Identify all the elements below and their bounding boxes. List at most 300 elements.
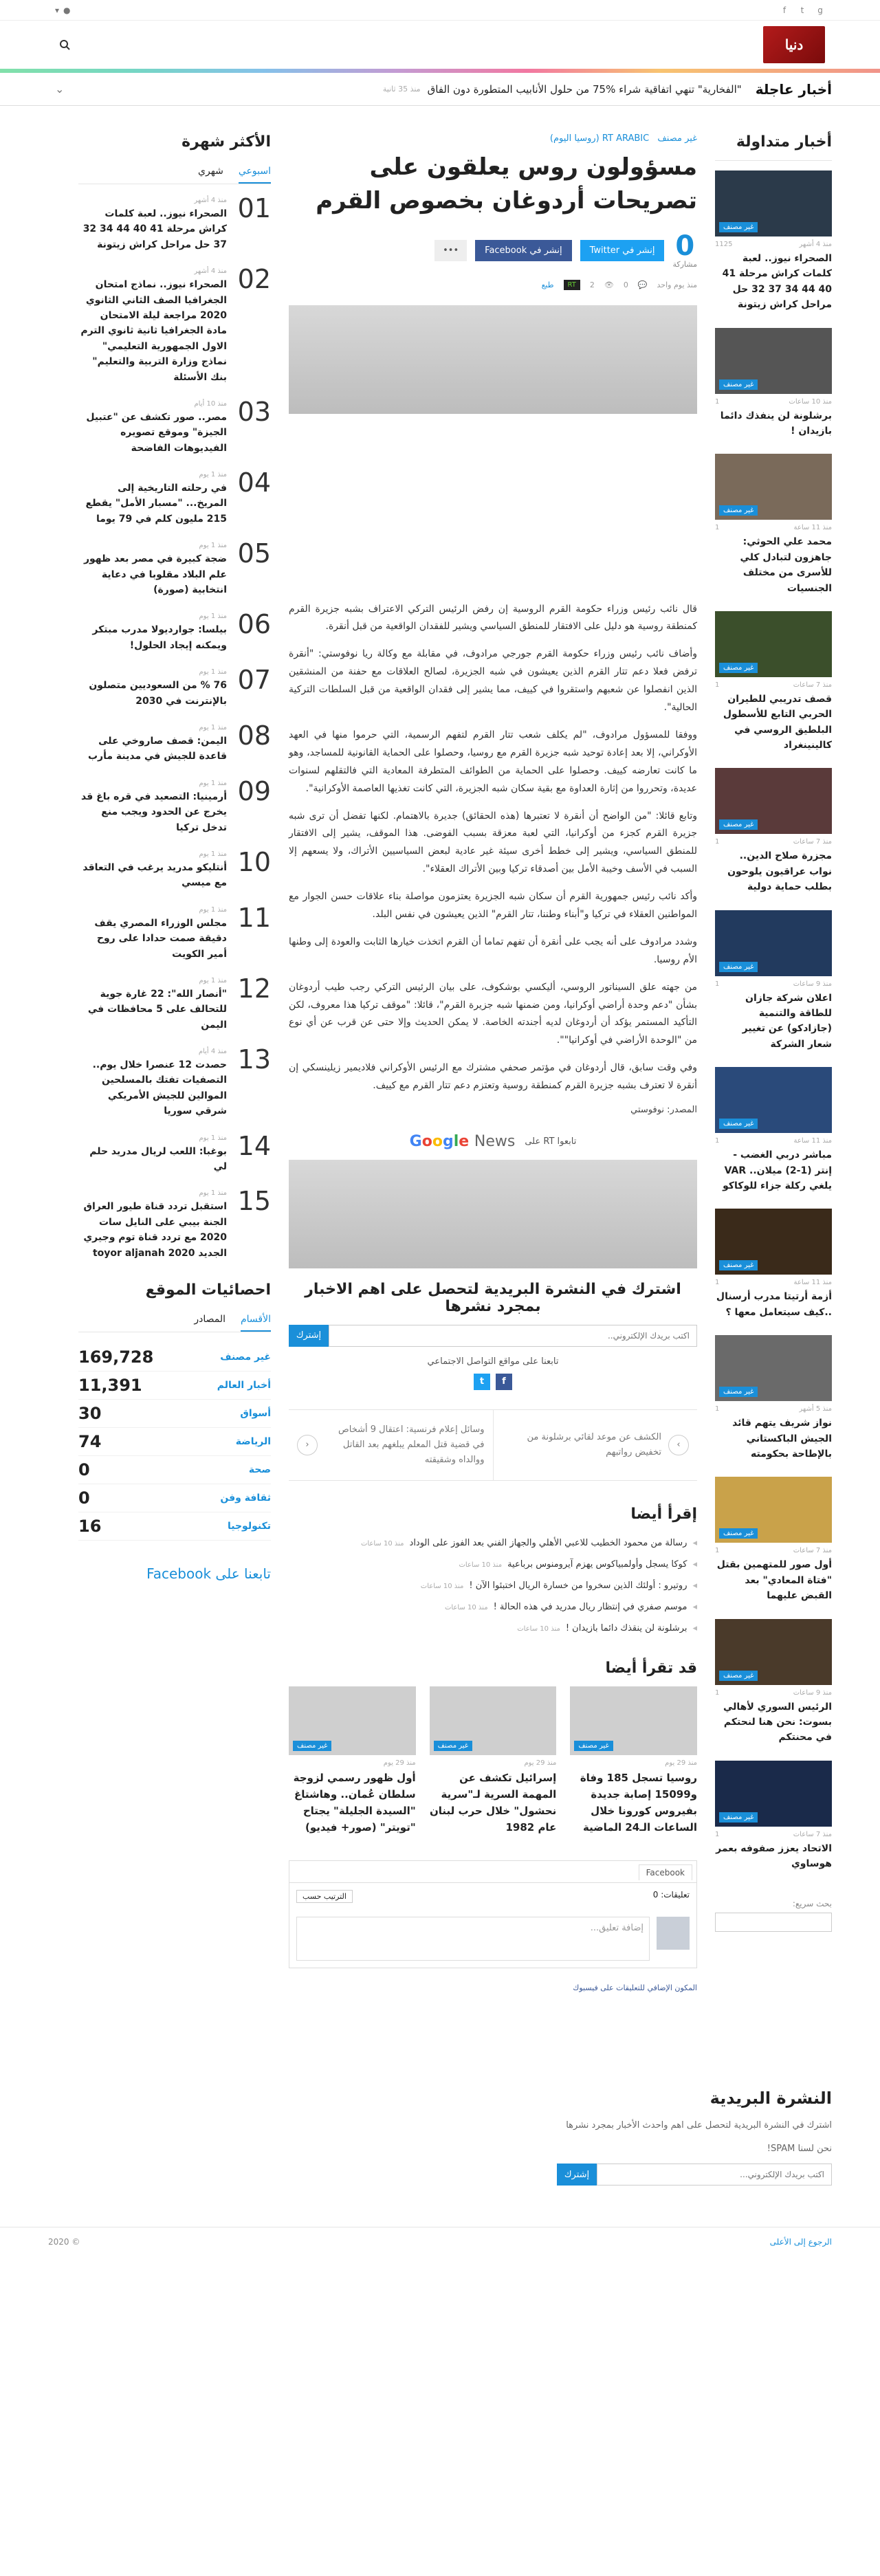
category-tag[interactable]: غير مصنف	[719, 1387, 758, 1397]
breaking-item[interactable]	[78, 83, 741, 96]
popular-text	[78, 905, 227, 962]
also-meta	[570, 1759, 697, 1767]
popular-rank: 08	[237, 720, 271, 751]
trending-title[interactable]: أول صور للمتهمين بقتل "فتاة المعادي" بعد القبض عليهما	[716, 1559, 832, 1602]
trending-title[interactable]: الصحراء نيوز.. لعبة كلمات كراش مرحلة 41 40 44 34 37 32 حل مراحل كراش زيتونة	[722, 253, 832, 311]
category-tag[interactable]: غير مصنف	[719, 222, 758, 232]
trending-thumbnail[interactable]	[715, 454, 832, 520]
read-also-date: منذ 10 ساعات	[444, 1604, 488, 1612]
popular-title[interactable]: الصحراء نيوز.. لعبة كلمات كراش مرحلة 41 40 44 34 32 37 حل مراحل كراش زيتونة	[82, 208, 227, 250]
article-paragraph: من جهته علق السيناتور الروسي، أليكسي بوشكوف، على بيان الرئيس التركي رجب طيب أردوغان بشأن "دعم وحدة أراضي أوكرانيا، ومن ضمنها شبه جزيرة القرم"، قائلا: "موقف تركيا هذا معروف، لكن التأكيد المستمر يؤكد أن أردوغان لديه أجندته الخاصة. لا يمكن الحديث وإلا حتى عن قرب عن أي نوع من "الوحدة الأراضي في أوكرانيا"".	[289, 981, 697, 1046]
comments-tabs	[289, 1861, 696, 1883]
trending-meta	[715, 1137, 832, 1145]
trending-date: منذ 11 ساعة	[793, 1137, 832, 1145]
read-also-item[interactable]	[289, 1554, 697, 1575]
read-also-item[interactable]	[289, 1532, 697, 1554]
next-article-title[interactable]: وسائل إعلام فرنسية: اعتقال 9 أشخاص في قضية قتل المعلم يبلغهم بعد القاتل ووالداه وشقيقته	[338, 1424, 485, 1466]
also-meta	[430, 1759, 557, 1767]
eye-icon: 👁	[604, 280, 614, 289]
read-also-text[interactable]: برشلونة لن ينقذك دائما بازيدان !	[565, 1623, 688, 1634]
popular-item[interactable]	[78, 846, 271, 891]
popular-item[interactable]	[78, 973, 271, 1033]
stats-value: 74	[78, 1431, 102, 1451]
source-badge[interactable]: RT	[564, 280, 580, 290]
popular-text	[78, 611, 227, 653]
also-title[interactable]: إسرائيل تكشف عن المهمة السرية لـ"سرية نحشول" خلال حرب لبنان عام 1982	[429, 1772, 557, 1834]
trending-title[interactable]: نواز شريف يتهم قائد الجيش الباكستاني بالإطاحة بحكومته	[732, 1418, 832, 1460]
twitter-icon[interactable]: t	[474, 1374, 490, 1390]
popular-item[interactable]	[78, 720, 271, 764]
color-strip	[0, 69, 880, 73]
article-paragraph: ووفقا للمسؤول مرادوف، "لم يكلف شعب تتار القرم لتفهم الرسمية، التي حرموا منها في العهد الأوكراني، إلا بعد إعادة توحيد شبه جزيرة القرم مع روسيا، وحصلوا على الحماية القانونية للمساجد، وهو ما كانت تعارضه كييف. وحصلوا على الحماية من الطوائف المتطرفة المعادية التي فالتقلهم لسنوات عديدة، وتحرروا من إثارة العداوة مع بقية سكان شبه الجزيرة، التي كانت تغذيها العاصمة الأوكرانية".	[289, 729, 697, 794]
gnews-suffix: News	[474, 1132, 516, 1150]
comment-input[interactable]: إضافة تعليق...	[296, 1917, 650, 1961]
popular-text	[78, 667, 227, 709]
trending-item[interactable]	[715, 910, 832, 1053]
footer-newsletter-text: اشترك في النشرة البريدية لتحصل على اهم واحدث الأخبار بمجرد نشرها	[566, 2120, 832, 2131]
category-tag[interactable]: غير مصنف	[719, 1528, 758, 1539]
popular-item[interactable]	[78, 611, 271, 653]
footer-email-input[interactable]	[597, 2164, 832, 2186]
google-news-logo	[410, 1133, 520, 1150]
stats-category[interactable]: الرياضة	[235, 1435, 271, 1447]
category-tag[interactable]: غير مصنف	[719, 1671, 758, 1681]
chevron-left-icon: ‹	[297, 1435, 318, 1455]
share-bar	[289, 232, 697, 269]
stats-category[interactable]: أخبار العالم	[217, 1379, 271, 1391]
stats-row	[78, 1456, 271, 1484]
popular-text	[78, 723, 227, 764]
stats-value: 0	[78, 1460, 90, 1479]
popular-date: منذ 1 يوم	[199, 613, 227, 621]
footer-newsletter-form	[557, 2164, 832, 2186]
trending-item[interactable]	[715, 454, 832, 596]
popular-title[interactable]: بوغبا: اللعب لريال مدريد حلم لي	[89, 1145, 227, 1173]
popular-text	[78, 1046, 227, 1119]
read-also-text[interactable]: روتيرو : أولئك الذين سخروا من خسارة الريال اختبئوا الآن !	[469, 1581, 688, 1592]
trending-meta	[715, 1831, 832, 1838]
also-title: قد تقرأ أيضا	[605, 1660, 697, 1677]
fb-plugin-link[interactable]: المكون الإضافي للتعليقات على فيسبوك	[573, 1983, 697, 1993]
stats-category[interactable]: تكنولوجيا	[228, 1520, 271, 1532]
gnews-letter: g	[442, 1132, 454, 1150]
popular-rank: 06	[237, 609, 271, 640]
popular-date: منذ 1 يوم	[199, 850, 227, 858]
breaking-nav	[55, 82, 64, 96]
newsletter-title: اشترك في النشرة البريدية لتحصل على اهم الاخبار بمجرد نشرها	[305, 1280, 681, 1315]
trending-item[interactable]	[715, 1067, 832, 1193]
footer-newsletter-title: النشرة البريدية	[710, 2089, 832, 2109]
trending-meta	[715, 1279, 832, 1286]
popular-title[interactable]: في رحلته التاريخية إلى المريخ... "مسبار الأمل" يقطع 215 مليون كلم في 79 يوما	[85, 483, 227, 525]
popular-title[interactable]: بيلسا: جوارديولا مدرب مبتكر ويمكنه إيجاد الحلول!	[92, 624, 227, 651]
bullet-icon: ◂	[692, 1602, 697, 1613]
trending-item[interactable]	[715, 328, 832, 439]
share-twitter-button[interactable]: إنشر في Twitter	[580, 240, 665, 261]
stats-category[interactable]: صحة	[248, 1464, 271, 1475]
also-card[interactable]	[289, 1686, 416, 1836]
trending-views: 1	[715, 1279, 720, 1287]
stats-category[interactable]: ثقافة وفن	[220, 1492, 271, 1504]
read-also-item[interactable]	[289, 1618, 697, 1639]
article-paragraph: قال نائب رئيس وزراء حكومة القرم الروسية إن رفض الرئيس التركي الاعتراف بشبه جزيرة القرم كمنطقة روسية هو دليل على الافتقار للمنطق السياسي ويشير للفقدان الواقعية من قبل أنقرة.	[289, 603, 697, 632]
popular-list	[78, 195, 271, 1261]
category-tag[interactable]: غير مصنف	[719, 1119, 758, 1129]
popular-title[interactable]: حصدت 12 عنصرا خلال يوم.. التصفيات تفتك بالمسلحين الموالين للجيش الأمريكي شرقي سوريا	[92, 1059, 227, 1117]
chevron-down-icon[interactable]: ⌄	[55, 82, 65, 96]
gnews-letter: l	[453, 1132, 459, 1150]
popular-date: منذ 4 أيام	[198, 1048, 227, 1056]
popular-text	[78, 399, 227, 456]
trending-views: 1	[715, 1830, 720, 1838]
trending-views: 1125	[715, 241, 733, 248]
popular-item[interactable]	[78, 1188, 271, 1261]
trending-views: 1	[715, 1405, 720, 1413]
read-also-text[interactable]: كوكا يسجل وأولمبياكوس يهزم آيرومنوس برباعية	[507, 1559, 688, 1570]
footer-newsletter	[557, 2089, 832, 2186]
stats-category[interactable]: غير مصنف	[220, 1351, 271, 1363]
popular-rank: 11	[237, 902, 271, 933]
prev-article-title[interactable]: الكشف عن موعد لقائي برشلونة من تخفيض رواتبهم	[527, 1432, 661, 1458]
read-also-date: منذ 10 ساعات	[517, 1625, 560, 1633]
twitter-icon[interactable]: t	[800, 5, 804, 15]
trending-thumbnail[interactable]	[715, 1477, 832, 1543]
trending-item[interactable]	[715, 1335, 832, 1462]
breaking-date: منذ 35 ثانية	[382, 85, 421, 93]
footer-subscribe-button[interactable]: إشترك	[557, 2164, 597, 2186]
share-count	[672, 232, 697, 269]
popular-date: منذ 1 يوم	[199, 905, 227, 914]
gnews-prefix: تابعوا RT على	[525, 1136, 577, 1147]
trending-date: منذ 7 ساعات	[793, 1547, 832, 1555]
popular-item[interactable]	[78, 1046, 271, 1119]
trending-thumbnail[interactable]	[715, 910, 832, 976]
trending-meta	[715, 1405, 832, 1413]
read-also-title: إقرأ أيضا	[630, 1506, 697, 1523]
popular-item[interactable]	[78, 195, 271, 252]
gnews-letter: o	[421, 1132, 432, 1150]
search-icon[interactable]	[55, 35, 74, 54]
tab-sources[interactable]: المصادر	[194, 1313, 226, 1325]
trending-title[interactable]: قصف تدريبي للطيران الحربي التابع للأسطول البلطيق الروسي في كالينينغراد	[723, 693, 832, 751]
trending-date: منذ 11 ساعة	[793, 1279, 832, 1287]
trending-date: منذ 10 ساعات	[789, 397, 832, 406]
trending-thumbnail[interactable]	[715, 768, 832, 834]
chevron-down-icon: ▾	[55, 5, 60, 15]
breadcrumb-source[interactable]: RT ARABIC (روسيا اليوم)	[549, 133, 650, 144]
category-tag[interactable]: غير مصنف	[719, 1812, 758, 1823]
trending-title[interactable]: الاتحاد يعزز صفوفه بعمر هوساوي	[716, 1842, 832, 1870]
divider	[715, 160, 832, 161]
quick-search-input[interactable]	[715, 1913, 832, 1932]
trending-thumbnail[interactable]	[715, 1619, 832, 1685]
also-grid	[289, 1686, 697, 1836]
article-meta	[289, 280, 697, 290]
article-paragraph: وتابع قائلا: "من الواضح أن أنقرة لا تعتبرها (هذه الحقائق) جديرة بالاهتمام. لكنها تفضل أن ترى شبه جزيرة القرم كجزء من أوكرانيا، التي لعبة معزقة بسبب الفوضى. هذا الموقف، يشير إلى الافتقار للمنطق السياسي، ويشير إلى خطط أخرى سيئة غير عادية لبعض السياسيين الأتراك، ولا يسعهم إلا السبب في الأسف وخيبة الأمل بين أصدقاء تركيا وبين الأتراك العقلاء".	[289, 810, 697, 875]
stats-row	[78, 1372, 271, 1400]
share-more-button[interactable]: •••	[434, 240, 467, 261]
popular-date: منذ 1 يوم	[199, 668, 227, 676]
content-wrap	[0, 133, 880, 2020]
trending-item[interactable]	[715, 1209, 832, 1320]
article-paragraph: وأضاف نائب رئيس وزراء حكومة القرم جورجي مرادوف، في مقابلة مع وكالة ريا نوفوستي: "أنقرة ترفض فعلا دعم تتار القرم الذين يعيشون في شبه الجزيرة، لصالح العلاقات مع حفنة من المنشقين الذين انفصلوا عن شعبهم واستقروا في كييف، مما يشير إلى فقدان الواقعية من قبل السلطات التركية الحالية".	[289, 648, 697, 714]
popular-rank: 09	[237, 775, 271, 806]
popular-item[interactable]	[78, 667, 271, 709]
stats-value: 30	[78, 1403, 102, 1423]
popular-date: منذ 10 أيام	[194, 399, 227, 408]
trending-item[interactable]	[715, 170, 832, 313]
facebook-icon[interactable]: f	[782, 5, 786, 15]
trending-meta	[715, 524, 832, 531]
stats-value: 169,728	[78, 1347, 154, 1367]
popular-item[interactable]	[78, 902, 271, 962]
share-count-label: مشاركة	[672, 259, 697, 269]
trending-views: 1	[715, 1137, 720, 1145]
trending-thumbnail[interactable]	[715, 1067, 832, 1133]
newsletter-form	[289, 1325, 697, 1347]
popular-rank: 15	[237, 1186, 271, 1217]
trending-title[interactable]: مباشر دربي الغضب - إنتر (1-2) ميلان.. VAR يلغي ركلة جزاء للوكاكو	[723, 1149, 832, 1191]
popular-text	[78, 266, 227, 385]
back-to-top-link[interactable]: الرجوع إلى الأعلى	[769, 2237, 832, 2247]
also-card[interactable]	[430, 1686, 557, 1836]
stats-category[interactable]: أسواق	[240, 1407, 271, 1419]
popular-rank: 10	[237, 846, 271, 877]
bullet-icon: ◂	[692, 1623, 697, 1634]
print-link[interactable]: طبع	[541, 280, 554, 289]
trending-thumbnail[interactable]	[715, 170, 832, 236]
trending-title[interactable]: أزمة أرتيتا مدرب أرسنال ..كيف سيتعامل معها ؟	[716, 1291, 832, 1318]
trending-sidebar	[715, 133, 832, 2020]
article-source: المصدر: نوفوستي	[630, 1104, 697, 1115]
comments-sort[interactable]: الترتيب حسب	[296, 1890, 353, 1903]
trending-meta	[715, 838, 832, 846]
category-tag[interactable]: غير مصنف	[719, 1260, 758, 1270]
popular-rank: 13	[237, 1044, 271, 1075]
popular-text	[78, 195, 227, 252]
trending-title[interactable]: الرئيس السوري لأهالي بسوت: نحن هنا لنحتكم في محنتكم	[723, 1701, 832, 1743]
article-title: مسؤولون روس يعلقون على تصريحات أردوغان بخصوص القرم	[316, 153, 697, 215]
ad-banner[interactable]	[289, 1160, 697, 1268]
site-footer	[0, 2227, 880, 2256]
stats-value: 11,391	[78, 1375, 142, 1395]
facebook-icon[interactable]: f	[496, 1374, 512, 1390]
popular-title[interactable]: الصحراء نيوز.. نماذج امتحان الجغرافيا الصف الثاني الثانوي 2020 مراجعة ليلة الامتحان مادة الجغرافيا ثانية ثانوي الترم الاول الجمهورية التعليمي" نماذج وزارة التربية والتعليم" بنك الأسئلة	[80, 279, 227, 383]
also-date: منذ 29 يوم	[524, 1759, 557, 1768]
share-facebook-button[interactable]: إنشر في Facebook	[475, 240, 571, 261]
newsletter-subscribe-button[interactable]: إشترك	[289, 1325, 329, 1347]
popular-rank: 04	[237, 467, 271, 498]
category-tag[interactable]: غير مصنف	[719, 505, 758, 516]
popular-title: الأكثر شهرة	[182, 133, 271, 151]
popular-rank: 14	[237, 1130, 271, 1161]
read-also-date: منذ 10 ساعات	[420, 1583, 464, 1591]
trending-thumbnail[interactable]	[715, 328, 832, 394]
trending-views: 1	[715, 838, 720, 846]
bullet-icon: ◂	[692, 1559, 697, 1570]
also-thumbnail[interactable]	[570, 1686, 697, 1755]
popular-title[interactable]: أرمينيا: التصعيد في قره باغ قد يخرج عن الحدود ويجب منع تدخل تركيا	[81, 791, 227, 833]
google-icon[interactable]: g	[817, 5, 823, 15]
trending-item[interactable]	[715, 1761, 832, 1872]
stats-row	[78, 1512, 271, 1541]
trending-meta	[715, 1689, 832, 1697]
stats-value: 16	[78, 1516, 102, 1536]
read-also-item[interactable]	[289, 1575, 697, 1596]
popular-tabs	[78, 160, 271, 184]
popular-date: منذ 4 أشهر	[194, 267, 227, 276]
also-title[interactable]: روسيا تسجل 185 وفاة و15099 إصابة جديدة بفيروس كورونا خلال الساعات الـ24 الماضية	[580, 1772, 697, 1834]
tab-monthly[interactable]: شهري	[198, 166, 223, 177]
popular-text	[78, 778, 227, 835]
popular-date: منذ 1 يوم	[199, 723, 227, 731]
tab-weekly[interactable]: اسبوعي	[239, 160, 271, 184]
facebook-follow-title[interactable]: تابعنا على Facebook	[146, 1565, 271, 1582]
popular-rank: 12	[237, 973, 271, 1004]
trending-meta	[715, 681, 832, 689]
article-comments[interactable]: 0	[623, 280, 628, 289]
popular-item[interactable]	[78, 396, 271, 456]
also-card[interactable]	[570, 1686, 697, 1836]
trending-date: منذ 9 ساعات	[793, 1688, 832, 1697]
tab-sections[interactable]: الأقسام	[241, 1308, 271, 1332]
trending-thumbnail[interactable]	[715, 611, 832, 677]
trending-item[interactable]	[715, 611, 832, 753]
popular-item[interactable]	[78, 266, 271, 385]
popular-title[interactable]: استقبل تردد قناة طيور العراق الجنة بيبي على النايل سات 2020 مع تردد قناة توم وجيري الجديد 2020 toyor aljanah	[83, 1201, 227, 1259]
article-paragraph: وأكد نائب رئيس جمهورية القرم أن سكان شبه الجزيرة يعتزمون مواصلة بناء علاقات حسن الجوار مع المواطنين العقلاء في تركيا و"أبناء وطننا، تتار القرم" الذين يعيشون في نفس البلد.	[289, 891, 697, 920]
trending-title[interactable]: مجزرة صلاح الدين.. نواب عراقيون يلوحون بطلب حماية دولية	[727, 850, 832, 893]
trending-item[interactable]	[715, 1477, 832, 1603]
trending-views: 1	[715, 524, 720, 532]
trending-thumbnail[interactable]	[715, 1761, 832, 1827]
also-meta	[289, 1759, 416, 1767]
trending-title[interactable]: اعلان شركة جازان للطاقة والتنمية (جازادكو) عن تغيير شعار الشركة	[742, 992, 832, 1050]
also-thumbnail[interactable]	[289, 1686, 416, 1755]
trending-meta	[715, 241, 832, 248]
social-links	[780, 5, 825, 15]
category-tag[interactable]: غير مصنف	[719, 379, 758, 390]
popular-rank: 07	[237, 665, 271, 696]
site-header	[0, 21, 880, 69]
tab-facebook[interactable]: Facebook	[639, 1864, 692, 1880]
trending-date: منذ 9 ساعات	[793, 980, 832, 988]
newsletter-email-input[interactable]	[329, 1325, 697, 1347]
trending-title[interactable]: محمد علي الحوثي: جاهزون لتبادل كلي للأسرى من مختلف الجنسيات	[740, 536, 832, 594]
prev-article[interactable]	[494, 1410, 698, 1480]
popular-date: منذ 1 يوم	[199, 471, 227, 479]
popular-text	[78, 849, 227, 891]
gnews-letter: G	[409, 1132, 422, 1150]
breaking-text[interactable]: "الفخارية" تنهي اتفاقية شراء %75 من حلول الأنابيب المتطورة دون الفاق	[427, 82, 742, 96]
read-also-list	[289, 1532, 697, 1639]
category-tag[interactable]: غير مصنف	[574, 1741, 613, 1751]
also-title[interactable]: أول ظهور رسمي لزوجة سلطان عُمان.. وهاشتاغ "السيدة الجليلة" يجتاح "تويتر" (صور+ فيديو)	[293, 1772, 416, 1834]
copyright: © 2020	[48, 2237, 80, 2247]
next-article[interactable]	[289, 1410, 494, 1480]
trending-title[interactable]: برشلونة لن ينفذك دائما بازيدان !	[720, 410, 832, 437]
top-bar	[0, 0, 880, 21]
bullet-icon: ◂	[692, 1581, 697, 1592]
popular-title[interactable]: مصر.. صور تكشف عن "عتبيل الجيزة" وموقع تصويره الفيديوهات الفاضحة	[86, 411, 227, 454]
comment-compose	[289, 1910, 696, 1968]
trending-thumbnail[interactable]	[715, 1335, 832, 1401]
trending-meta	[715, 1547, 832, 1554]
popular-title[interactable]: 76 % من السعوديين متصلون بالإنترنت في 2030	[89, 680, 227, 707]
trending-date: منذ 11 ساعة	[793, 524, 832, 532]
popular-date: منذ 1 يوم	[199, 779, 227, 787]
popular-date: منذ 1 يوم	[199, 1189, 227, 1198]
category-tag[interactable]: غير مصنف	[719, 819, 758, 830]
popular-item[interactable]	[78, 467, 271, 527]
breadcrumb	[289, 133, 697, 144]
article-date: منذ يوم واحد	[657, 280, 697, 289]
popular-title[interactable]: ضجة كبيرة في مصر بعد ظهور علم البلاد مقلوبا في دعاية انتخابية (صورة)	[83, 553, 227, 596]
popular-sidebar	[78, 133, 271, 2020]
popular-title[interactable]: "أنصار الله": 22 غارة جوية للتحالف على 5 محافظات في اليمن	[87, 988, 227, 1031]
trending-date: منذ 7 ساعات	[793, 1830, 832, 1838]
trending-title: أخبار متداولة	[736, 133, 832, 151]
prev-next-nav	[289, 1409, 697, 1481]
read-also-text[interactable]: موسم صفري في إنتظار ريال مدريد في هذه الحالة !	[493, 1602, 688, 1613]
stats-row	[78, 1428, 271, 1456]
trending-meta	[715, 398, 832, 406]
stats-row	[78, 1400, 271, 1428]
popular-item[interactable]	[78, 540, 271, 597]
category-tag[interactable]: غير مصنف	[434, 1741, 472, 1751]
popular-item[interactable]	[78, 775, 271, 835]
popular-date: منذ 1 يوم	[199, 542, 227, 550]
category-tag[interactable]: غير مصنف	[719, 962, 758, 972]
trending-item[interactable]	[715, 768, 832, 894]
trending-item[interactable]	[715, 1619, 832, 1746]
popular-item[interactable]	[78, 1130, 271, 1175]
popular-text	[78, 976, 227, 1033]
trending-date: منذ 5 أشهر	[799, 1405, 832, 1413]
also-thumbnail[interactable]	[430, 1686, 557, 1755]
trending-thumbnail[interactable]	[715, 1209, 832, 1275]
read-also-item[interactable]	[289, 1596, 697, 1618]
trending-date: منذ 4 أشهر	[799, 241, 832, 248]
category-tag[interactable]: غير مصنف	[293, 1741, 331, 1751]
article-image	[289, 305, 697, 414]
also-date: منذ 29 يوم	[383, 1759, 416, 1768]
article-paragraph: وفي وقت سابق، قال أردوغان في مؤتمر صحفي مشترك مع الرئيس الأوكراني فلاديمير زيلينسكي إن أنقرة لا تعترف بشبه جزيرة القرم كمنطقة روسية وتعتزم دعم تتار القرم مع كييف.	[289, 1062, 697, 1092]
trending-date: منذ 7 ساعات	[793, 838, 832, 846]
popular-title[interactable]: مجلس الوزراء المصري يقف دقيقة صمت حدادا على روح أمير الكويت	[94, 917, 227, 960]
article-views: 2	[589, 280, 595, 289]
breaking-news-bar	[0, 73, 880, 106]
also-date: منذ 29 يوم	[665, 1759, 697, 1768]
popular-rank: 01	[237, 193, 271, 223]
popular-title[interactable]: اليمن: قصف صاروخي على قاعدة للجيش في مدينة مأرب	[87, 735, 227, 762]
popular-title[interactable]: أنتليكو مدريد يرغب في التعاقد مع ميسي	[82, 861, 227, 889]
follow-icons	[289, 1374, 697, 1390]
breadcrumb-category[interactable]: غير مصنف	[657, 133, 697, 144]
category-tag[interactable]: غير مصنف	[719, 663, 758, 673]
trending-views: 1	[715, 681, 720, 689]
footer-newsletter-nospam: نحن لسنا SPAM!	[767, 2143, 832, 2154]
site-logo[interactable]: دنيا	[763, 26, 825, 63]
popular-text	[78, 1133, 227, 1175]
article-body	[289, 601, 697, 1095]
stats-value: 0	[78, 1488, 90, 1508]
chevron-right-icon: ›	[668, 1435, 689, 1455]
user-menu[interactable]	[55, 5, 71, 15]
google-news-follow[interactable]	[289, 1133, 697, 1150]
stats-row	[78, 1484, 271, 1512]
read-also-text[interactable]: رسالة من محمود الخطيب للاعبي الأهلي والجهاز الفني بعد الفوز على الوداد	[409, 1538, 688, 1549]
